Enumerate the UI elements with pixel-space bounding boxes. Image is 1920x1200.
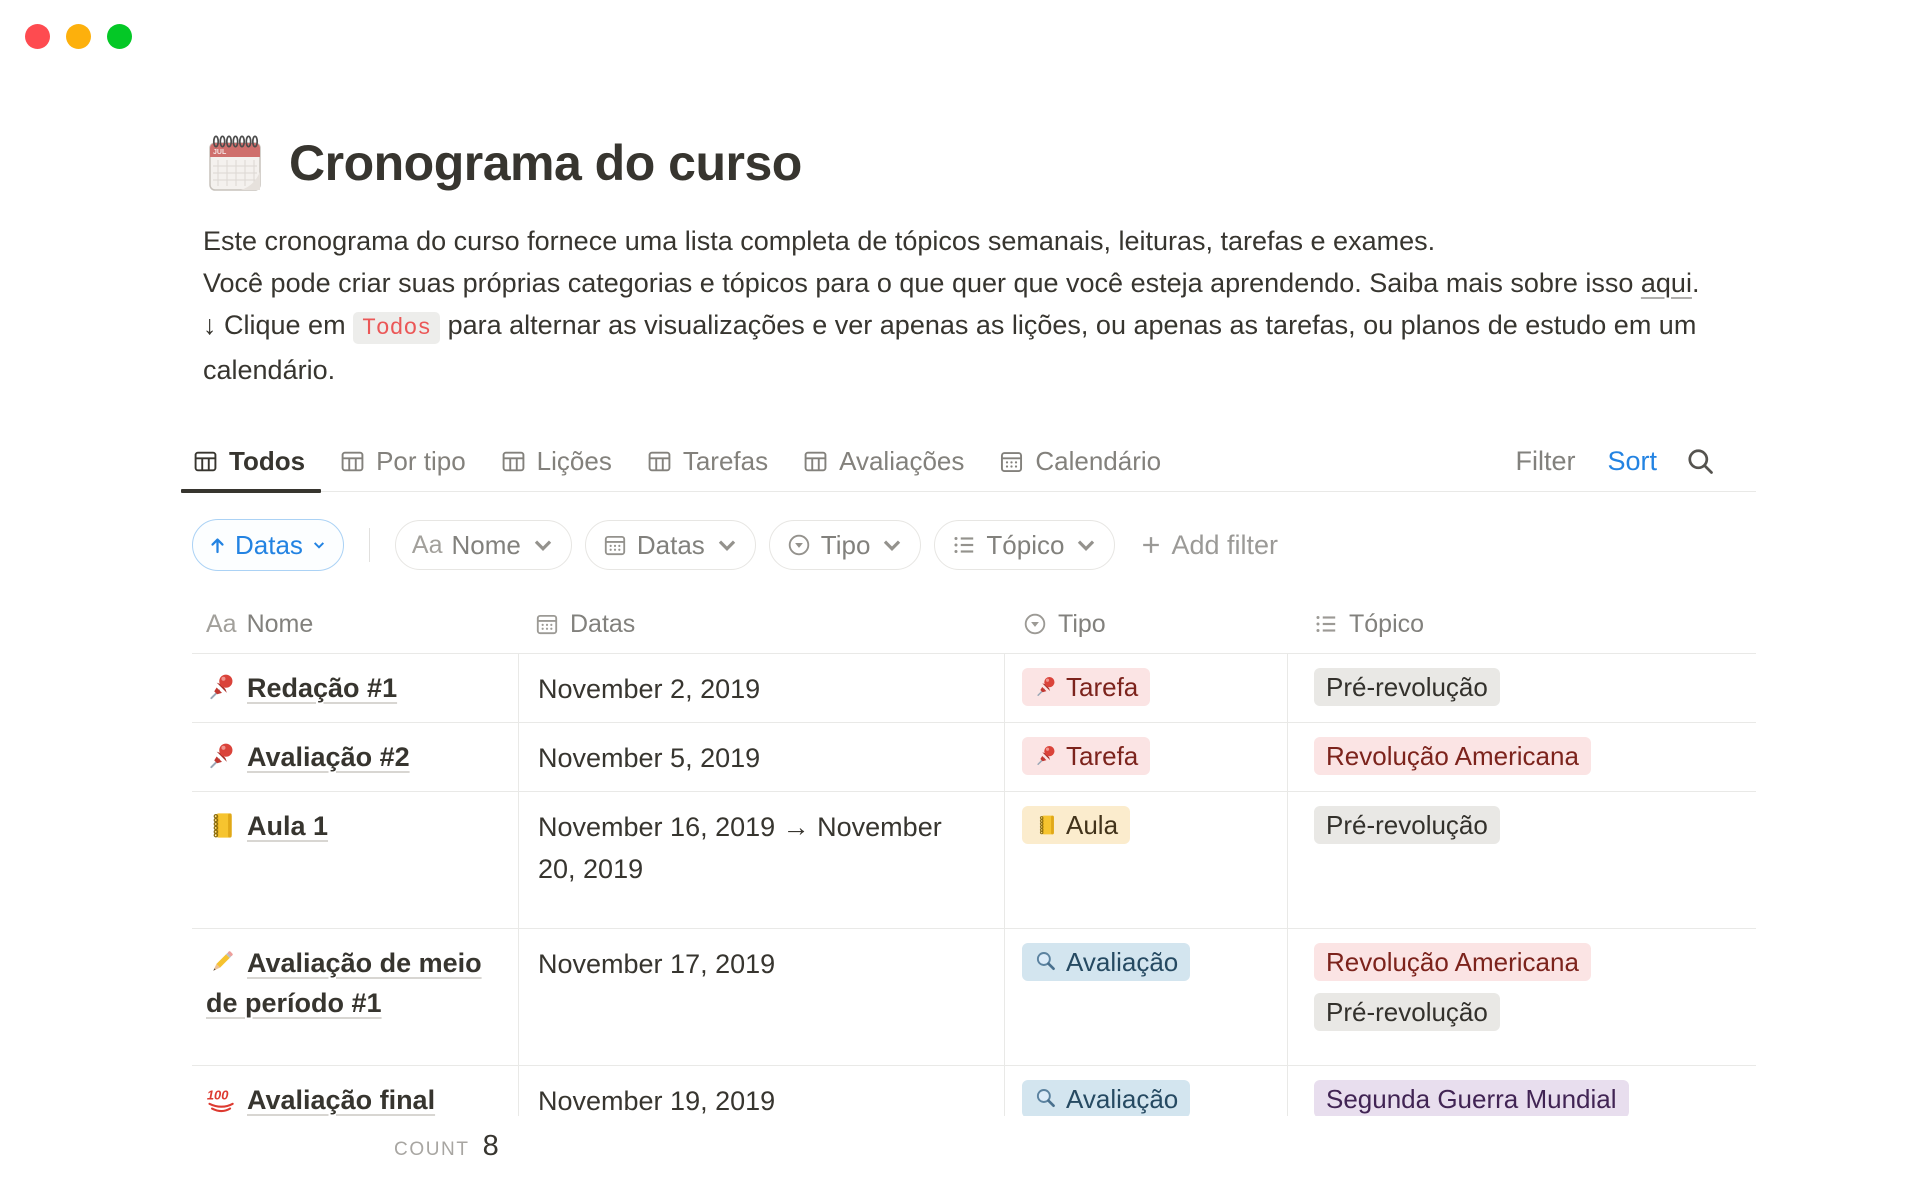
type-tag-label: Avaliação bbox=[1066, 947, 1179, 977]
ledger-icon bbox=[206, 810, 237, 841]
type-cell[interactable] bbox=[1005, 929, 1288, 1065]
table-icon bbox=[339, 448, 366, 475]
add-filter-label: Add filter bbox=[1171, 529, 1279, 560]
table-row bbox=[192, 929, 1756, 1066]
page-header bbox=[192, 0, 1756, 196]
hundred-icon bbox=[206, 1084, 237, 1115]
property-pill-label: Datas bbox=[636, 529, 705, 560]
column-header-label: Nome bbox=[246, 609, 314, 638]
topic-cell[interactable] bbox=[1288, 792, 1756, 928]
chevron-down-icon bbox=[1073, 532, 1099, 558]
table-row bbox=[192, 792, 1756, 929]
page-link[interactable]: Avaliação de meio de período #1 bbox=[206, 948, 482, 1018]
ledger-icon bbox=[1034, 813, 1058, 837]
dates-cell[interactable]: November 5, 2019 bbox=[519, 723, 1005, 791]
description-paragraph-2: Você pode criar suas próprias categorias e tópicos para o que quer que você esteja aprendendo. Saiba mais sobre isso aqui. bbox=[203, 268, 1700, 298]
spiral-calendar-icon bbox=[203, 132, 267, 196]
table-body bbox=[192, 654, 1756, 1116]
topic-tag: Pré-revolução bbox=[1314, 668, 1500, 706]
property-pill-tipo[interactable] bbox=[769, 520, 922, 570]
table-footer bbox=[192, 1130, 1756, 1163]
topic-cell[interactable] bbox=[1288, 929, 1756, 1065]
topic-tag: Segunda Guerra Mundial bbox=[1314, 1080, 1629, 1116]
topic-cell[interactable] bbox=[1288, 654, 1756, 722]
calendar-icon bbox=[998, 448, 1025, 475]
count-value[interactable]: 8 bbox=[482, 1130, 499, 1162]
table-icon bbox=[500, 448, 527, 475]
view-tab-por-tipo[interactable] bbox=[339, 431, 466, 491]
type-cell[interactable] bbox=[1005, 792, 1288, 928]
view-tab-label: Por tipo bbox=[376, 445, 466, 476]
page-link[interactable]: Avaliação final bbox=[247, 1085, 436, 1115]
property-pill-label: Tipo bbox=[820, 529, 871, 560]
close-window-button[interactable] bbox=[25, 24, 50, 49]
topic-tag: Pré-revolução bbox=[1314, 993, 1500, 1031]
description-paragraph-1: Este cronograma do curso fornece uma lista completa de tópicos semanais, leituras, tarefas e exames. bbox=[203, 226, 1436, 256]
property-pill-nome[interactable] bbox=[395, 520, 572, 570]
view-tab-label: Calendário bbox=[1035, 445, 1162, 476]
type-tag-label: Aula bbox=[1066, 810, 1119, 840]
topic-cell[interactable] bbox=[1288, 723, 1756, 791]
name-cell[interactable] bbox=[192, 1066, 519, 1116]
dates-cell[interactable]: November 2, 2019 bbox=[519, 654, 1005, 722]
name-cell[interactable] bbox=[192, 654, 519, 722]
view-tab-label: Todos bbox=[229, 445, 306, 476]
column-header-label: Datas bbox=[570, 609, 636, 638]
list-icon bbox=[1313, 611, 1339, 637]
view-tab-calendário[interactable] bbox=[998, 431, 1161, 491]
svg-text:JUL: JUL bbox=[213, 149, 227, 156]
table-icon bbox=[192, 448, 219, 475]
view-tab-todos[interactable] bbox=[192, 431, 305, 491]
dates-cell[interactable]: November 17, 2019 bbox=[519, 929, 1005, 1065]
page-link[interactable]: Redação #1 bbox=[247, 673, 398, 703]
chevron-down-icon bbox=[311, 537, 327, 553]
column-header-datas[interactable] bbox=[519, 610, 1005, 639]
topic-tag: Revolução Americana bbox=[1314, 737, 1591, 775]
view-tab-bar bbox=[192, 431, 1756, 492]
page-title: Cronograma do curso bbox=[289, 135, 802, 191]
page-description bbox=[192, 220, 1719, 391]
magnifier-icon bbox=[1034, 950, 1058, 974]
add-filter-button[interactable] bbox=[1140, 530, 1278, 561]
calendar-icon bbox=[534, 611, 560, 637]
property-pill-label: Tópico bbox=[986, 529, 1065, 560]
chevron-down-icon bbox=[879, 532, 905, 558]
property-pill-tópico[interactable] bbox=[934, 520, 1115, 570]
chevron-down-icon bbox=[714, 532, 740, 558]
table-row bbox=[192, 654, 1756, 723]
count-label[interactable]: COUNT bbox=[394, 1139, 470, 1160]
sort-datas-pill[interactable] bbox=[192, 519, 344, 571]
name-cell[interactable] bbox=[192, 929, 519, 1065]
type-tag bbox=[1022, 1080, 1190, 1116]
calendar-icon bbox=[602, 532, 628, 558]
window-controls bbox=[25, 24, 132, 49]
type-tag bbox=[1022, 668, 1150, 706]
name-cell[interactable] bbox=[192, 723, 519, 791]
view-tab-label: Tarefas bbox=[682, 445, 769, 476]
table-header-row bbox=[192, 595, 1756, 654]
type-tag bbox=[1022, 737, 1150, 775]
todos-inline-code: Todos bbox=[353, 312, 440, 344]
filter-bar-divider bbox=[369, 528, 370, 562]
aa-icon: Aa bbox=[411, 530, 443, 559]
table-icon bbox=[646, 448, 673, 475]
type-tag bbox=[1022, 806, 1130, 844]
name-cell[interactable] bbox=[192, 792, 519, 928]
filter-button[interactable]: Filter bbox=[1515, 445, 1576, 476]
property-filter-pills bbox=[395, 520, 1129, 570]
column-header-nome[interactable] bbox=[192, 610, 519, 639]
column-header-tipo[interactable] bbox=[1005, 610, 1288, 639]
pencil-icon bbox=[206, 947, 237, 978]
pushpin-icon bbox=[1034, 675, 1058, 699]
type-tag bbox=[1022, 943, 1190, 981]
view-tab-tarefas[interactable] bbox=[646, 431, 768, 491]
page-link[interactable]: Avaliação #2 bbox=[247, 742, 410, 772]
svg-text:100: 100 bbox=[206, 1087, 229, 1103]
property-pill-label: Nome bbox=[451, 529, 521, 560]
column-header-tópico[interactable] bbox=[1288, 610, 1756, 639]
sort-button[interactable]: Sort bbox=[1607, 445, 1657, 476]
view-tab-avaliações[interactable] bbox=[802, 431, 964, 491]
minimize-window-button[interactable] bbox=[66, 24, 91, 49]
type-cell[interactable] bbox=[1005, 654, 1288, 722]
type-tag-label: Tarefa bbox=[1066, 741, 1139, 771]
view-tabs bbox=[192, 431, 1195, 491]
table-row bbox=[192, 723, 1756, 792]
type-cell[interactable] bbox=[1005, 1066, 1288, 1116]
description-paragraph-3: ↓ Clique em Todos para alternar as visualizações e ver apenas as lições, ou apenas as tarefas, ou planos de estudo em um calendário. bbox=[203, 310, 1697, 385]
pushpin-icon bbox=[1034, 744, 1058, 768]
arrow-up-icon bbox=[208, 536, 227, 555]
dates-cell[interactable]: November 16, 2019 → November 20, 2019 bbox=[519, 792, 1005, 928]
view-tab-lições[interactable] bbox=[500, 431, 612, 491]
dates-cell[interactable]: November 19, 2019 bbox=[519, 1066, 1005, 1116]
course-schedule-table bbox=[192, 595, 1756, 1116]
plus-icon bbox=[1140, 534, 1162, 556]
type-tag-label: Avaliação bbox=[1066, 1084, 1179, 1114]
type-cell[interactable] bbox=[1005, 723, 1288, 791]
type-tag-label: Tarefa bbox=[1066, 672, 1139, 702]
topic-cell[interactable] bbox=[1288, 1066, 1756, 1116]
chevron-down-icon bbox=[530, 532, 556, 558]
pushpin-icon bbox=[206, 741, 237, 772]
search-icon[interactable] bbox=[1685, 446, 1716, 477]
select-icon bbox=[786, 532, 812, 558]
view-tab-label: Lições bbox=[536, 445, 612, 476]
table-icon bbox=[802, 448, 829, 475]
aa-icon: Aa bbox=[206, 609, 237, 638]
table-row bbox=[192, 1066, 1756, 1116]
topic-tag: Revolução Americana bbox=[1314, 943, 1591, 981]
column-header-label: Tipo bbox=[1058, 609, 1106, 638]
column-header-label: Tópico bbox=[1349, 609, 1425, 638]
topic-tag: Pré-revolução bbox=[1314, 806, 1500, 844]
pushpin-icon bbox=[206, 672, 237, 703]
page-content bbox=[192, 0, 1756, 1163]
view-tab-label: Avaliações bbox=[839, 445, 965, 476]
select-icon bbox=[1022, 611, 1048, 637]
page-link[interactable]: Aula 1 bbox=[247, 811, 329, 841]
list-icon bbox=[951, 532, 977, 558]
magnifier-icon bbox=[1034, 1087, 1058, 1111]
zoom-window-button[interactable] bbox=[107, 24, 132, 49]
sort-filter-bar bbox=[192, 519, 1756, 571]
aqui-link[interactable]: aqui bbox=[1640, 268, 1692, 298]
sort-pill-label: Datas bbox=[235, 529, 303, 560]
property-pill-datas[interactable] bbox=[585, 520, 756, 570]
